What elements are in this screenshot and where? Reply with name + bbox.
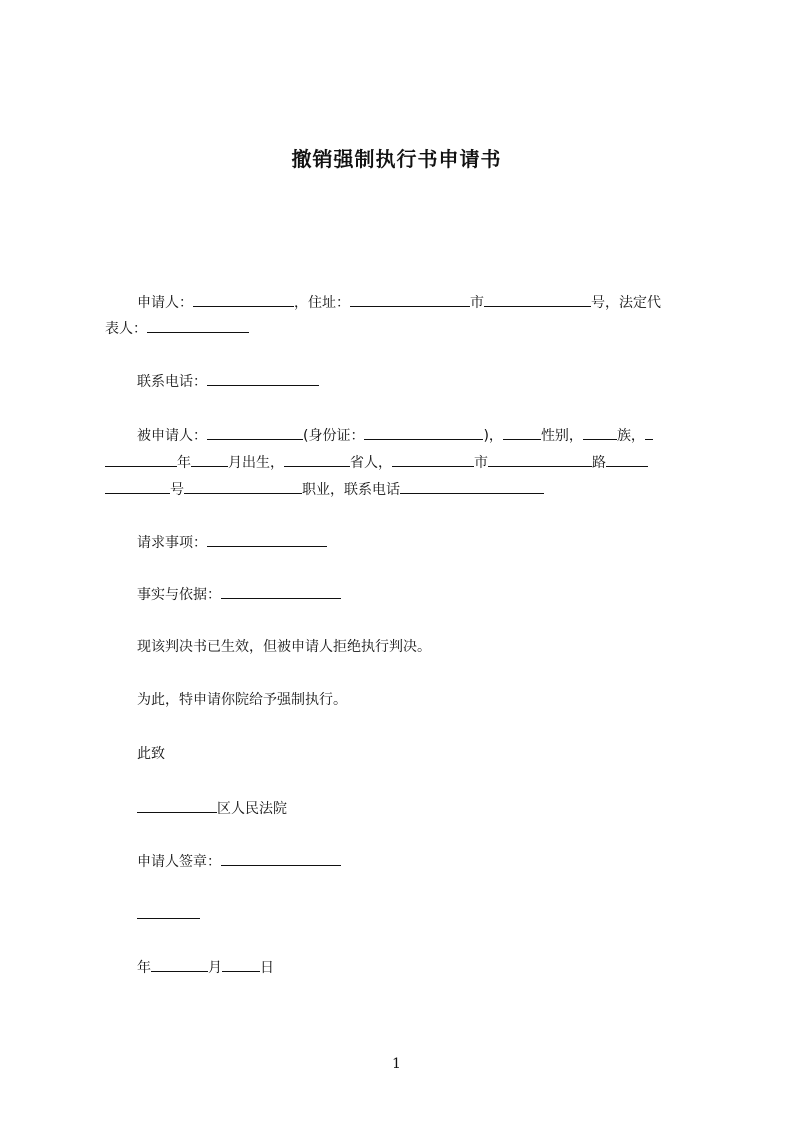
applicant-name-blank[interactable] [193,292,294,307]
city-blank[interactable] [392,452,474,467]
signature-line [137,851,341,872]
house-number-label: 号 [170,482,184,498]
born-label: 月出生， [228,455,284,471]
province-blank[interactable] [284,452,350,467]
page-number: 1 [392,1056,401,1072]
applicant-line [137,292,661,313]
court-line [137,798,287,819]
address-blank[interactable] [350,292,470,307]
legal-rep-line [105,318,249,339]
respondent-city-label: 市 [474,455,488,471]
id-blank[interactable] [364,425,483,440]
contact-phone-label: 联系电话： [137,374,207,390]
gender-label: 性别， [540,428,583,444]
court-district-blank[interactable] [137,798,217,813]
id-open: (身份证： [303,428,365,444]
court-suffix: 区人民法院 [217,801,287,817]
signature-blank[interactable] [221,851,341,866]
province-label: 省人， [350,455,392,471]
respondent-name-blank[interactable] [207,425,303,440]
number-label: 号，法定代 [591,295,661,311]
road-label: 路 [592,455,606,471]
contact-phone-blank[interactable] [207,371,319,386]
facts-line [137,584,341,605]
gender-blank[interactable] [503,425,541,440]
extra-blank[interactable] [137,904,200,919]
date-line [137,957,274,978]
street-blank[interactable] [484,292,591,307]
year-label: 年 [177,455,191,471]
respondent-line-3 [105,479,544,500]
request-blank[interactable] [207,532,327,547]
extra-blank-line [137,904,200,925]
document-title: 撤销强制执行书申请书 [291,147,502,171]
birth-year-blank[interactable] [105,452,177,467]
request-line [137,532,327,553]
date-day-blank[interactable] [222,957,260,972]
id-close: )， [483,428,503,444]
respondent-label: 被申请人： [137,428,207,444]
date-day-label: 日 [260,960,274,976]
birth-month-blank[interactable] [191,452,228,467]
legal-rep-blank[interactable] [147,318,249,333]
contact-phone-line [137,371,319,392]
road-extra-blank[interactable] [606,452,648,467]
respondent-phone-blank[interactable] [400,479,544,494]
address-label: ，住址： [294,295,350,311]
facts-blank[interactable] [221,584,341,599]
occupation-label: 职业，联系电话 [302,482,400,498]
house-number-blank[interactable] [105,479,170,494]
trailing-blank[interactable] [645,425,653,440]
salutation-text: 此致 [137,746,165,762]
request-label: 请求事项： [137,535,207,551]
date-year-label: 年 [137,960,151,976]
signature-label: 申请人签章： [137,854,221,870]
ethnicity-label: 族， [616,428,645,444]
date-month-label: 月 [208,960,222,976]
facts-label: 事实与依据： [137,587,221,603]
road-blank[interactable] [488,452,592,467]
respondent-line-1 [137,425,653,446]
city-label: 市 [470,295,484,311]
occupation-blank[interactable] [184,479,302,494]
statement-text: 现该判决书已生效，但被申请人拒绝执行判决。 [137,639,431,655]
respondent-line-2 [105,452,648,473]
legal-rep-label: 表人： [105,321,147,337]
petition-text: 为此，特申请你院给予强制执行。 [137,692,347,708]
date-month-blank[interactable] [151,957,208,972]
ethnicity-blank[interactable] [583,425,617,440]
applicant-label: 申请人： [137,295,193,311]
